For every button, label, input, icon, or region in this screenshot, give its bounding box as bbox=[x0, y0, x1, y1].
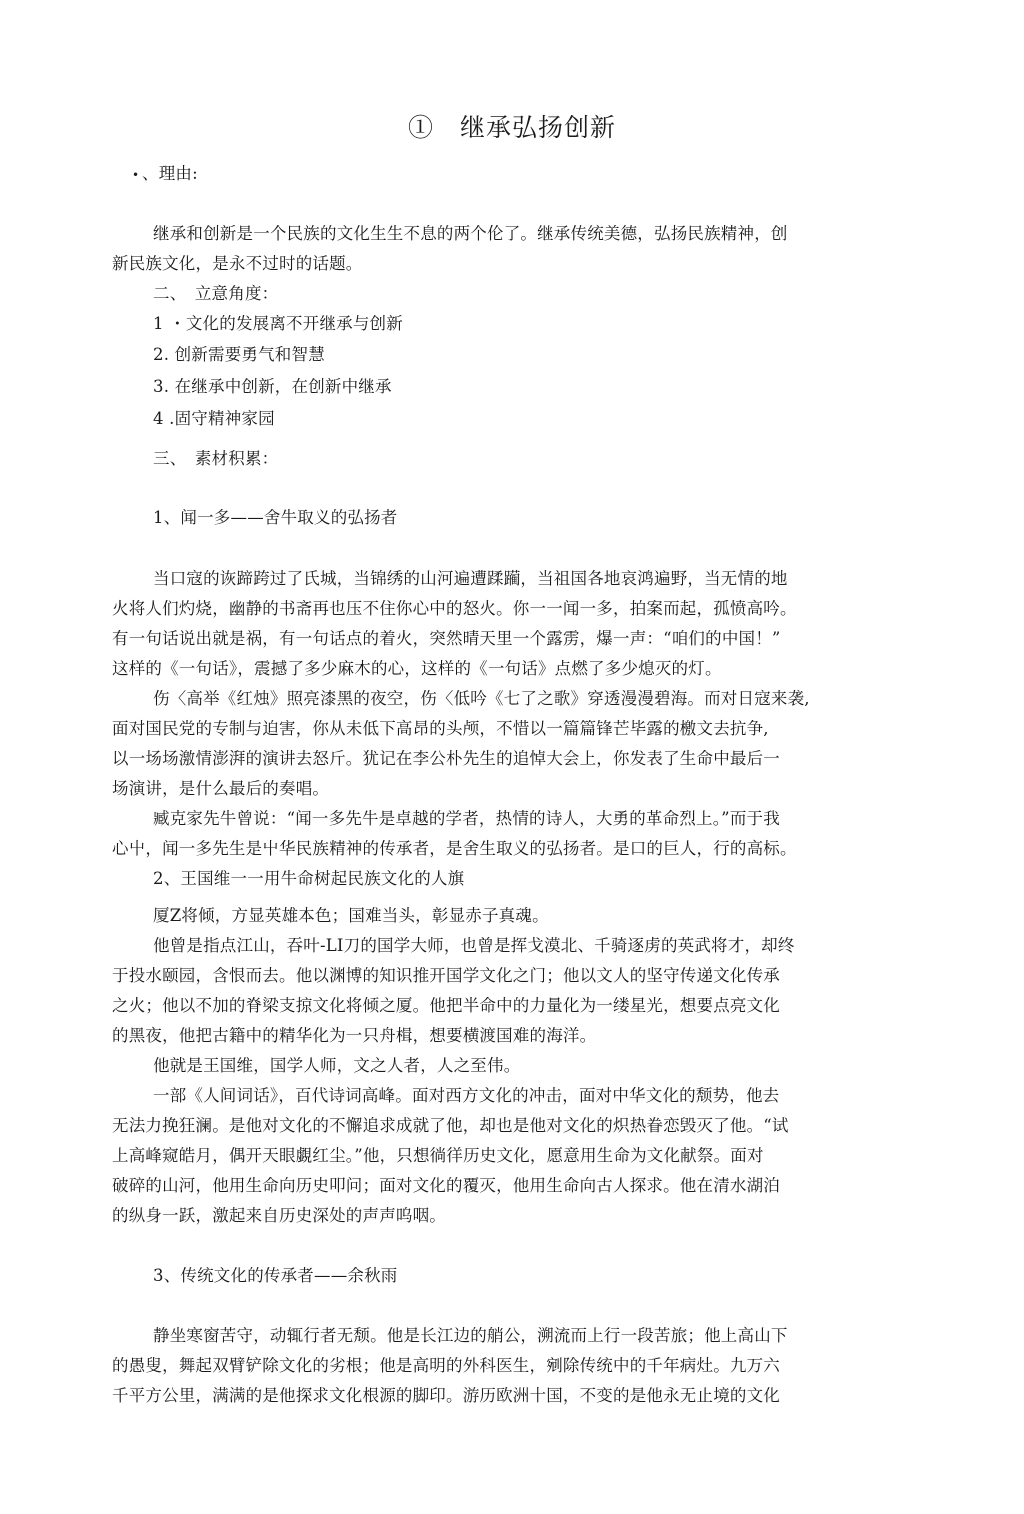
paragraph-line: 以一场场激情澎湃的演讲去怒斤。犹记在李公朴先生的追悼大会上，你发表了生命中最后一 bbox=[112, 749, 780, 768]
paragraph-line: 心屮，闻一多先生是屮华民族精神的传承者，是舍生取义的弘扬者。是口的巨人，行的高标。 bbox=[112, 839, 797, 858]
paragraph-line: 无法力挽狂澜。是他对文化的不懈追求成就了他，却也是他对文化的炽热眷恋毁灭了他。“试 bbox=[112, 1116, 789, 1135]
section-heading-text: 、理由: bbox=[142, 164, 198, 183]
paragraph-line: 的纵身一跃，激起来自历史深处的声声呜咽。 bbox=[112, 1206, 446, 1225]
paragraph-line: 当口寇的诙蹄跨过了氏城，当锦绣的山河遍遭蹂躏，当祖国各地哀鸿遍野，当无情的地 bbox=[153, 569, 788, 588]
page-title: ① 继承弘扬创新 bbox=[407, 113, 616, 142]
list-item: 1 ・文化的发展离不开继承与创新 bbox=[153, 314, 403, 333]
paragraph-line: 场演讲，是什么最后的奏唱。 bbox=[112, 779, 330, 798]
paragraph-line: 的愚叟，舞起双臂铲除文化的劣根；他是高明的外科医生，剜除传统中的千年病灶。九万六 bbox=[112, 1356, 780, 1375]
material-title: 3、传统文化的传承者——余秋雨 bbox=[153, 1266, 398, 1285]
paragraph-line: 静坐寒窗苦守，动辄行者无颓。他是长江边的艄公，溯流而上行一段苦旅；他上高山下 bbox=[153, 1326, 788, 1345]
paragraph-line: 的黑夜，他把古籍中的精华化为一只舟楫，想要横渡国难的海洋。 bbox=[112, 1026, 597, 1045]
paragraph-line: 之火；他以不加的脊梁支掠文化将倾之厦。他把半命中的力量化为一缕星光，想要点亮文化 bbox=[112, 996, 780, 1015]
paragraph-line: 火将人们灼烧，幽静的书斋再也压不住你心中的怒火。你一一闻一多，拍案而起，孤愤高吟。 bbox=[112, 599, 797, 618]
paragraph-line: 他就是王国维，国学人师，文之人者，人之至伟。 bbox=[153, 1056, 521, 1075]
paragraph-line: 千平方公里，满满的是他探求文化根源的脚印。游历欧洲十国，不变的是他永无止境的文化 bbox=[112, 1386, 780, 1405]
paragraph-line: 有一句话说出就是祸，有一句话点的着火，突然晴天里一个露雳，爆一声：“咱们的中国！” bbox=[112, 629, 781, 648]
paragraph-line: 于投水颐园，含恨而去。他以渊博的知识推开国学文化之门；他以文人的坚守传递文化传承 bbox=[112, 966, 780, 985]
material-title: 1、闻一多——舍牛取义的弘扬者 bbox=[153, 508, 398, 527]
paragraph-line: 面对国民党的专制与迫害，你从未低下高昂的头颅，不惜以一篇篇锋芒毕露的檄文去抗争, bbox=[112, 719, 769, 738]
paragraph-line: 伤〈高举《红烛》照亮漆黑的夜空，伤〈低吟《七了之歌》穿透漫漫碧海。而对日寇来袭, bbox=[153, 689, 810, 708]
paragraph-line: 新民族文化，是永不过时的话题。 bbox=[112, 254, 363, 273]
list-item: 4 .固守精神家园 bbox=[153, 409, 275, 428]
section-heading-reason bbox=[132, 162, 198, 187]
paragraph-line: 臧克家先牛曾说：“闻一多先牛是卓越的学者，热情的诗人，大勇的革命烈上。”而于我 bbox=[153, 809, 780, 828]
list-item: 2. 创新需要勇气和智慧 bbox=[153, 345, 325, 364]
paragraph-line: 破碎的山河，他用生命向历史叩问；面对文化的覆灭，他用生命向古人探求。他在清水湖泊 bbox=[112, 1176, 780, 1195]
section-heading-material: 三、 素材积累： bbox=[153, 449, 279, 468]
bullet-icon: • bbox=[132, 168, 140, 182]
paragraph-line: 一部《人间词话》，百代诗词高峰。面对西方文化的冲击，面对中华文化的颓势，他去 bbox=[153, 1086, 780, 1105]
paragraph-line: 他曾是指点江山，吞叶-LI刀的国学大师，也曾是挥戈漠北、千骑逐虏的英武将才，却终 bbox=[153, 936, 795, 955]
section-heading-angle: 二、 立意角度： bbox=[153, 284, 279, 303]
paragraph-line: 继承和创新是一个民族的文化生生不息的两个伦了。继承传统美德，弘扬民族精神，创 bbox=[153, 224, 788, 243]
material-title: 2、王国维一一用牛命树起民族文化的人旗 bbox=[153, 869, 465, 888]
paragraph-line: 上高峰窥皓月，偶开天眼覷红尘。”他，只想徜徉历史文化，愿意用生命为文化献祭。面对 bbox=[112, 1146, 764, 1165]
paragraph-line: 这样的《一句话》，震撼了多少麻木的心，这样的《一句话》点燃了多少熄灭的灯。 bbox=[112, 659, 722, 678]
paragraph-line: 厦Z将倾，方显英雄本色；国难当头，彰显赤子真魂。 bbox=[153, 906, 549, 925]
list-item: 3. 在继承中创新，在创新中继承 bbox=[153, 377, 392, 396]
